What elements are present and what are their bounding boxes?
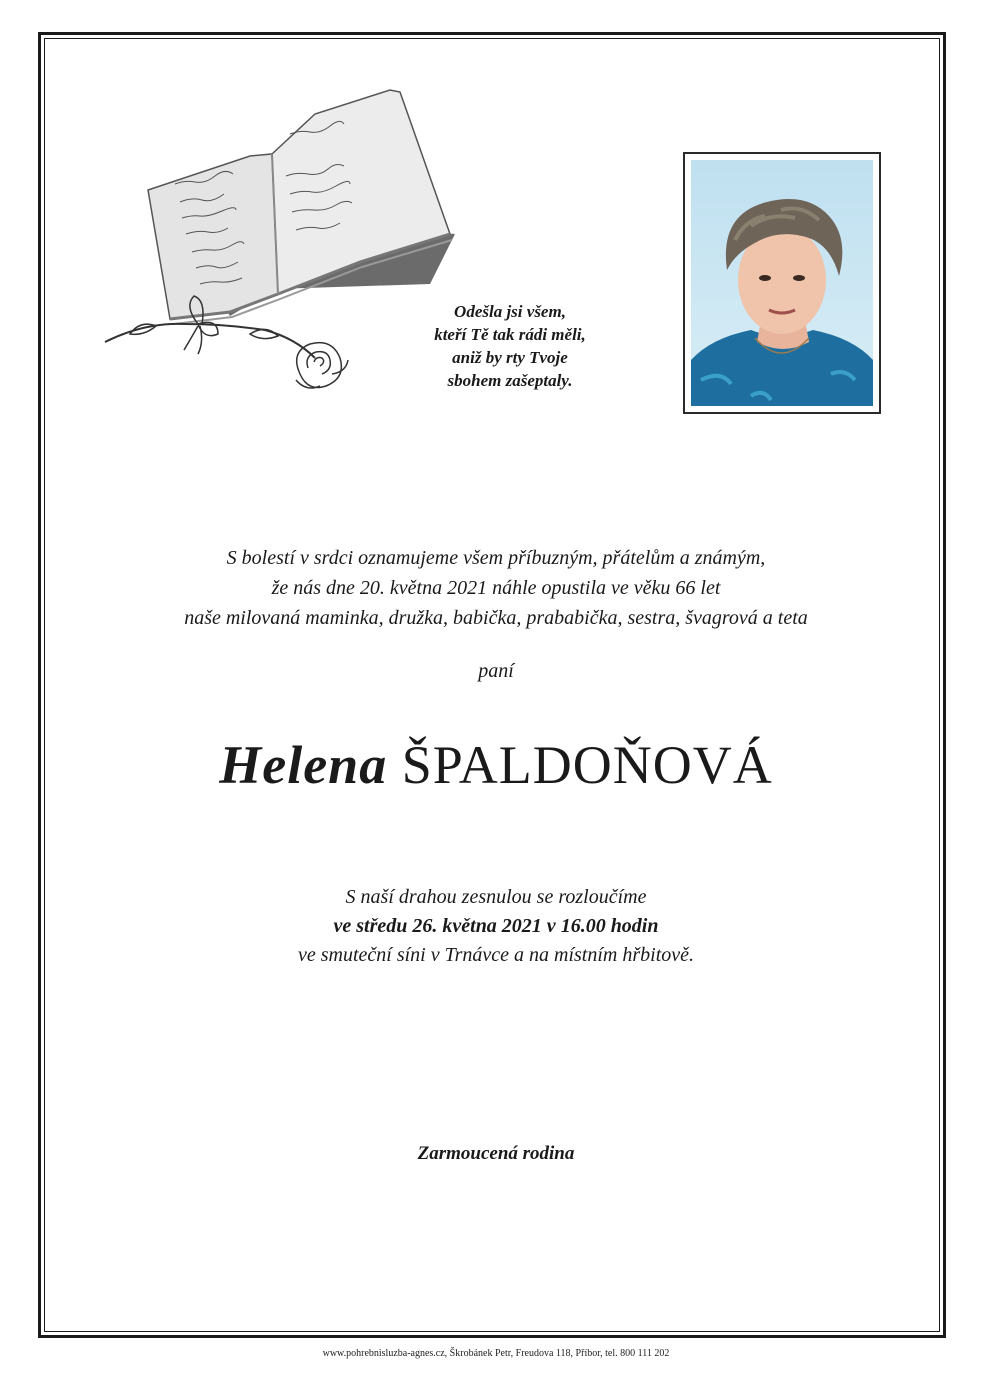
announcement-text	[60, 543, 932, 633]
footer-contact: www.pohrebnisluzba-agnes.cz, Škrobánek Petr, Freudova 118, Příbor, tel. 800 111 202	[322, 1348, 670, 1359]
ceremony-place: ve smuteční síni v Trnávce a na místním hřbitově.	[297, 944, 695, 966]
verse-line: sbohem zašeptaly.	[447, 371, 573, 390]
verse-line: kteří Tě tak rádi měli,	[434, 325, 586, 344]
deceased-last-name: ŠPALDOŇOVÁ	[401, 735, 773, 795]
memorial-verse	[380, 300, 640, 392]
verse-line: aniž by rty Tvoje	[452, 348, 568, 367]
deceased-name	[60, 733, 932, 797]
verse-line: Odešla jsi všem,	[454, 302, 566, 321]
announcement-line: že nás dne 20. května 2021 náhle opustila ve věku 66 let	[271, 577, 721, 599]
ceremony-line: S naší drahou zesnulou se rozloučíme	[345, 886, 647, 908]
ceremony-info	[60, 883, 932, 970]
portrait-photo-icon	[691, 160, 873, 406]
announcement-line: S bolestí v srdci oznamujeme všem příbuzným, přátelům a známým,	[226, 547, 766, 569]
ceremony-date: ve středu 26. května 2021 v 16.00 hodin	[333, 915, 659, 937]
portrait-frame	[683, 152, 881, 414]
salutation: paní	[478, 660, 514, 682]
signoff: Zarmoucená rodina	[417, 1143, 575, 1164]
deceased-first-name: Helena	[219, 735, 388, 795]
announcement-line: naše milovaná maminka, družka, babička, prababička, sestra, švagrová a teta	[184, 607, 808, 629]
